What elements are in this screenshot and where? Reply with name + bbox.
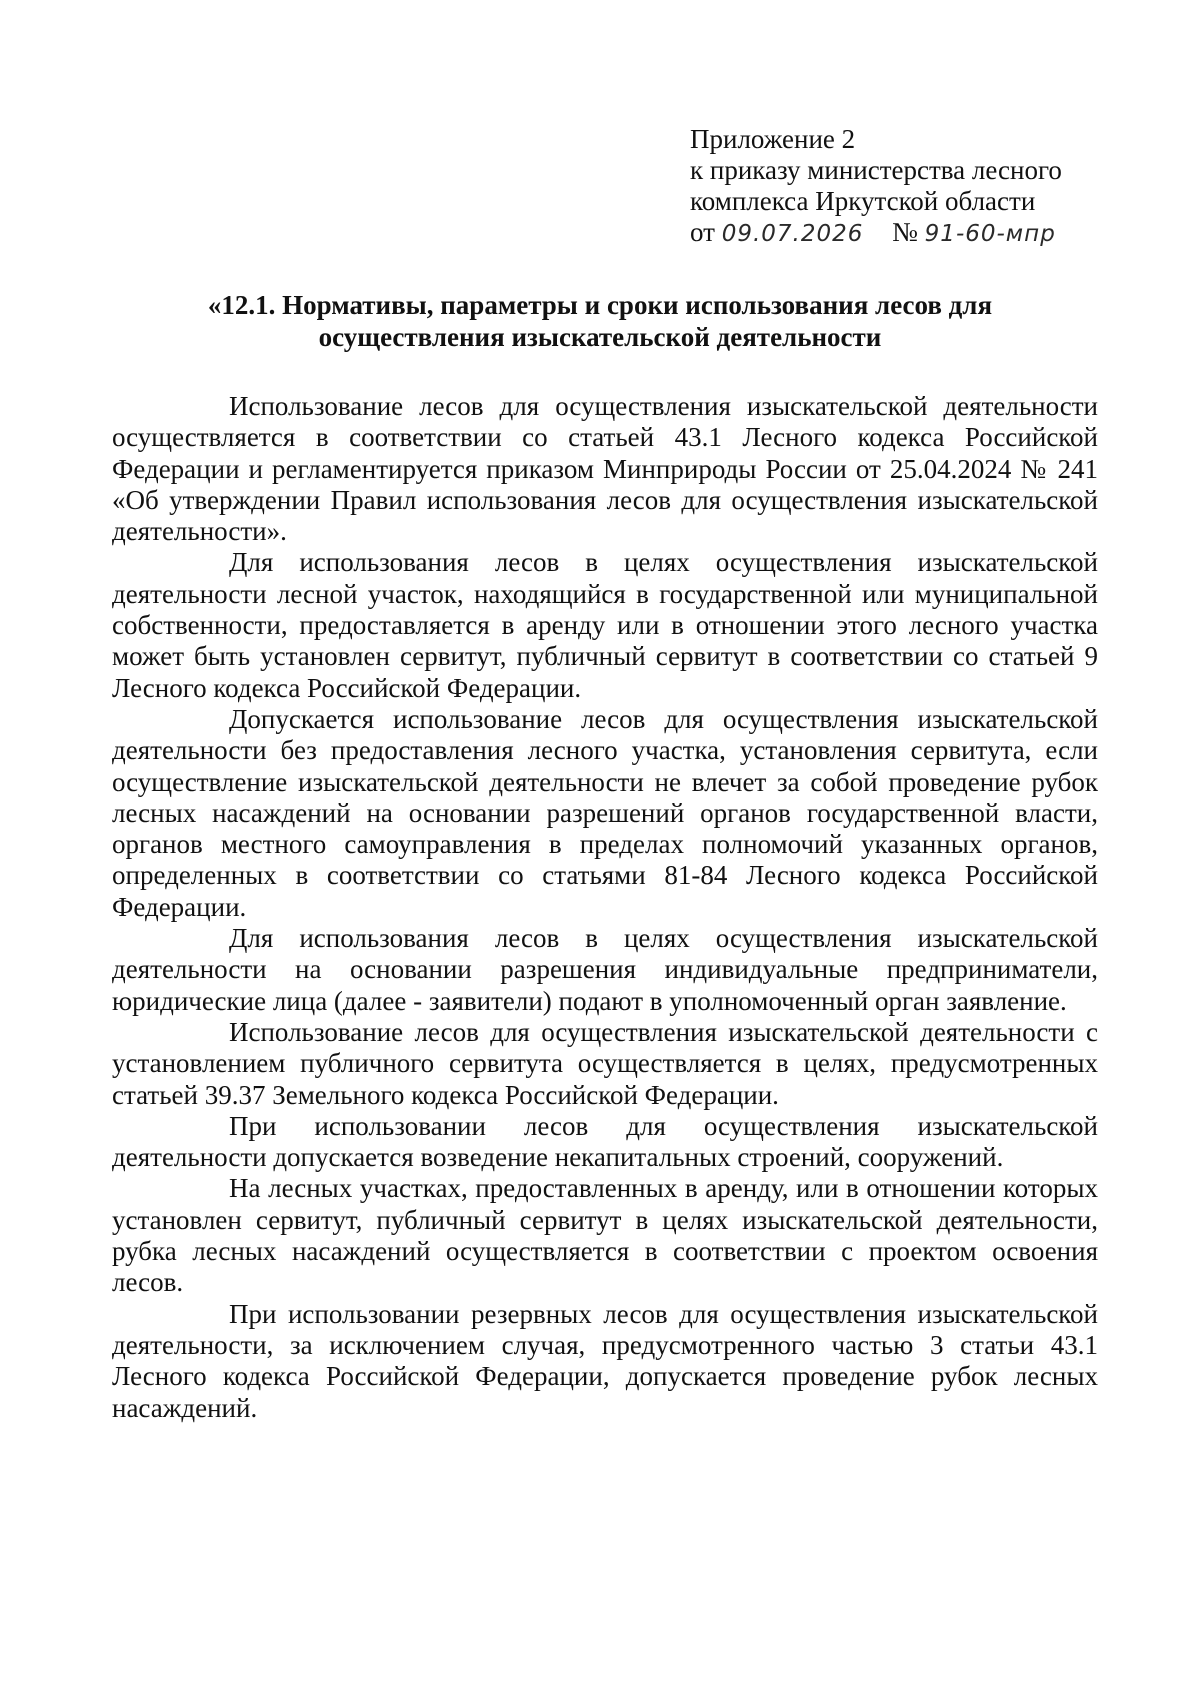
paragraph-1: Использование лесов для осуществления изыскательской деятельности осуществляется в соответствии со статьей 43.1 Лесного кодекса Российской Федерации и регламентируется приказом Минприроды России от 25.04.2024 № 241 «Об утверждении Правил использования лесов для осуществления изыскательской деятельности». [112, 391, 1098, 547]
paragraph-5: Использование лесов для осуществления изыскательской деятельности с установлением публичного сервитута осуществляется в целях, предусмотренных статьей 39.37 Земельного кодекса Российской Федерации. [112, 1016, 1098, 1110]
appendix-header [690, 124, 1062, 250]
section-title-line-2: осуществления изыскательской деятельности [318, 322, 882, 352]
handwritten-order-number: 91-60-мпр [924, 221, 1056, 247]
paragraph-6: При использовании лесов для осуществления изыскательской деятельности допускается возведение некапитальных строений, сооружений. [112, 1110, 1098, 1173]
appendix-order-reference: к приказу министерства лесного [690, 155, 1062, 185]
document-body [112, 391, 1098, 1424]
section-title-line-1: «12.1. Нормативы, параметры и сроки использования лесов для [207, 290, 993, 320]
appendix-ministry: комплекса Иркутской области [690, 186, 1036, 216]
appendix-date-line [690, 217, 1062, 250]
section-title [110, 289, 1090, 353]
date-prefix: от [690, 217, 715, 247]
number-prefix: № [892, 217, 918, 247]
paragraph-2: Для использования лесов в целях осуществления изыскательской деятельности лесной участок, находящийся в государственной или муниципальной собственности, предоставляется в аренду или в отношении этого лесного участка может быть установлен сервитут, публичный сервитут в соответствии со статьей 9 Лесного кодекса Российской Федерации. [112, 547, 1098, 703]
paragraph-8: При использовании резервных лесов для осуществления изыскательской деятельности, за исключением случая, предусмотренного частью 3 статьи 43.1 Лесного кодекса Российской Федерации, допускается проведение рубок лесных насаждений. [112, 1298, 1098, 1423]
handwritten-date: 09.07.2026 [721, 221, 864, 247]
appendix-title: Приложение 2 [690, 124, 856, 154]
paragraph-3: Допускается использование лесов для осуществления изыскательской деятельности без предоставления лесного участка, установления сервитута, если осуществление изыскательской деятельности не влечет за собой проведение рубок лесных насаждений на основании разрешений органов государственной власти, органов местного самоуправления в пределах полномочий указанных органов, определенных в соответствии со статьями 81-84 Лесного кодекса Российской Федерации. [112, 703, 1098, 922]
paragraph-7: На лесных участках, предоставленных в аренду, или в отношении которых установлен сервитут, публичный сервитут в целях изыскательской деятельности, рубка лесных насаждений осуществляется в соответствии с проектом освоения лесов. [112, 1173, 1098, 1298]
paragraph-4: Для использования лесов в целях осуществления изыскательской деятельности на основании разрешения индивидуальные предприниматели, юридические лица (далее - заявители) подают в уполномоченный орган заявление. [112, 923, 1098, 1016]
